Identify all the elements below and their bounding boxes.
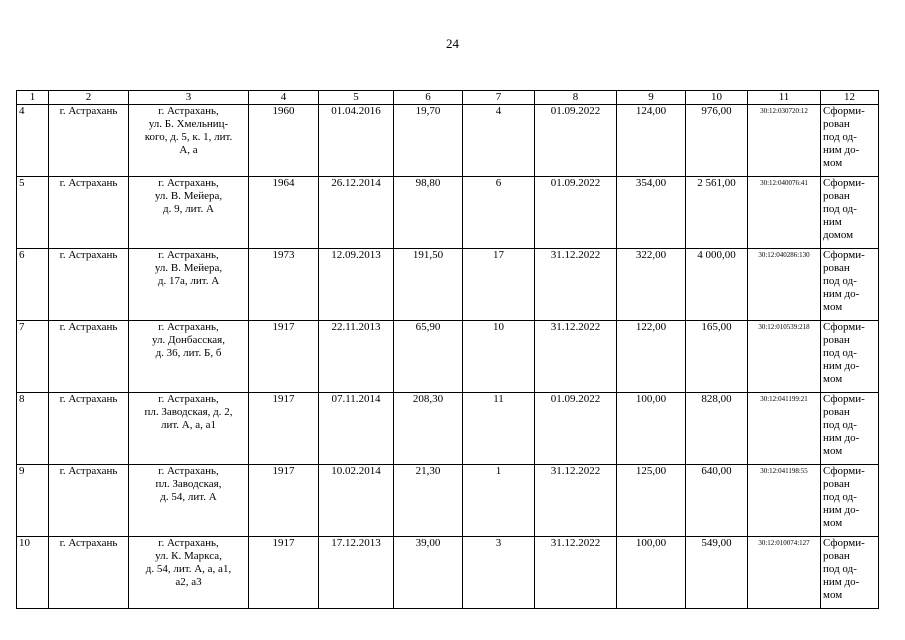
note-line: Сформи- bbox=[823, 249, 865, 261]
table-row bbox=[17, 393, 879, 465]
note-line: ним до- bbox=[823, 576, 860, 588]
note-cell bbox=[821, 465, 879, 537]
registration-date-cell: 22.11.2013 bbox=[319, 321, 394, 393]
column-header-8: 8 bbox=[535, 91, 617, 105]
count-cell: 17 bbox=[463, 249, 535, 321]
address-line: д. 9, лит. А bbox=[163, 203, 214, 215]
table-row bbox=[17, 465, 879, 537]
note-line: рован bbox=[823, 478, 850, 490]
housing-registry-table bbox=[16, 90, 879, 609]
note-line: мом bbox=[823, 301, 843, 313]
note-line: ним до- bbox=[823, 288, 860, 300]
address-cell bbox=[129, 249, 249, 321]
area-cell: 98,80 bbox=[394, 177, 463, 249]
year-cell: 1960 bbox=[249, 105, 319, 177]
note-line: мом bbox=[823, 373, 843, 385]
note-line: под од- bbox=[823, 347, 857, 359]
note-cell bbox=[821, 537, 879, 609]
row-number: 10 bbox=[17, 537, 49, 609]
city-cell: г. Астрахань bbox=[49, 537, 129, 609]
count-cell: 1 bbox=[463, 465, 535, 537]
deadline-date-cell: 01.09.2022 bbox=[535, 177, 617, 249]
note-line: Сформи- bbox=[823, 537, 865, 549]
cadastral-number-cell: 30:12:010539:218 bbox=[748, 321, 821, 393]
city-cell: г. Астрахань bbox=[49, 249, 129, 321]
address-cell bbox=[129, 177, 249, 249]
registration-date-cell: 07.11.2014 bbox=[319, 393, 394, 465]
note-line: рован bbox=[823, 262, 850, 274]
table-row bbox=[17, 537, 879, 609]
row-number: 8 bbox=[17, 393, 49, 465]
amount-cell: 4 000,00 bbox=[686, 249, 748, 321]
deadline-date-cell: 31.12.2022 bbox=[535, 321, 617, 393]
address-line: г. Астрахань, bbox=[158, 177, 219, 189]
column-header-2: 2 bbox=[49, 91, 129, 105]
city-cell: г. Астрахань bbox=[49, 465, 129, 537]
amount-cell: 2 561,00 bbox=[686, 177, 748, 249]
area-cell: 65,90 bbox=[394, 321, 463, 393]
note-line: Сформи- bbox=[823, 393, 865, 405]
area-cell: 191,50 bbox=[394, 249, 463, 321]
note-line: под од- bbox=[823, 275, 857, 287]
area-cell: 21,30 bbox=[394, 465, 463, 537]
address-cell bbox=[129, 393, 249, 465]
count-cell: 6 bbox=[463, 177, 535, 249]
city-cell: г. Астрахань bbox=[49, 177, 129, 249]
cadastral-number-cell: 30:12:010074:127 bbox=[748, 537, 821, 609]
column-header-11: 11 bbox=[748, 91, 821, 105]
year-cell: 1964 bbox=[249, 177, 319, 249]
registration-date-cell: 26.12.2014 bbox=[319, 177, 394, 249]
cadastral-number-cell: 30:12:041199:21 bbox=[748, 393, 821, 465]
address-line: г. Астрахань, bbox=[158, 249, 219, 261]
count-cell: 3 bbox=[463, 537, 535, 609]
table-row bbox=[17, 321, 879, 393]
cadastral-number-cell: 30:12:040076:41 bbox=[748, 177, 821, 249]
amount-cell: 828,00 bbox=[686, 393, 748, 465]
note-line: рован bbox=[823, 190, 850, 202]
city-cell: г. Астрахань bbox=[49, 105, 129, 177]
count-cell: 4 bbox=[463, 105, 535, 177]
value-cell: 122,00 bbox=[617, 321, 686, 393]
year-cell: 1917 bbox=[249, 537, 319, 609]
table-row bbox=[17, 177, 879, 249]
note-cell bbox=[821, 249, 879, 321]
deadline-date-cell: 01.09.2022 bbox=[535, 105, 617, 177]
value-cell: 124,00 bbox=[617, 105, 686, 177]
note-line: Сформи- bbox=[823, 465, 865, 477]
note-line: рован bbox=[823, 550, 850, 562]
address-line: д. 54, лит. А bbox=[160, 491, 217, 503]
address-cell bbox=[129, 537, 249, 609]
cadastral-number-cell: 30:12:030720:12 bbox=[748, 105, 821, 177]
year-cell: 1917 bbox=[249, 393, 319, 465]
note-line: под од- bbox=[823, 419, 857, 431]
note-line: Сформи- bbox=[823, 321, 865, 333]
note-cell bbox=[821, 177, 879, 249]
note-line: ним до- bbox=[823, 360, 860, 372]
registration-date-cell: 17.12.2013 bbox=[319, 537, 394, 609]
note-line: под од- bbox=[823, 491, 857, 503]
note-line: рован bbox=[823, 406, 850, 418]
column-header-6: 6 bbox=[394, 91, 463, 105]
address-line: ул. Б. Хмельниц- bbox=[148, 118, 229, 130]
address-line: а2, а3 bbox=[175, 576, 202, 588]
address-line: г. Астрахань, bbox=[158, 465, 219, 477]
address-line: г. Астрахань, bbox=[158, 537, 219, 549]
address-cell bbox=[129, 465, 249, 537]
note-line: мом bbox=[823, 445, 843, 457]
area-cell: 19,70 bbox=[394, 105, 463, 177]
address-line: ул. К. Маркса, bbox=[155, 550, 222, 562]
column-header-10: 10 bbox=[686, 91, 748, 105]
note-line: домом bbox=[823, 229, 854, 241]
row-number: 5 bbox=[17, 177, 49, 249]
count-cell: 10 bbox=[463, 321, 535, 393]
cadastral-number-cell: 30:12:040286:130 bbox=[748, 249, 821, 321]
amount-cell: 640,00 bbox=[686, 465, 748, 537]
city-cell: г. Астрахань bbox=[49, 393, 129, 465]
column-header-1: 1 bbox=[17, 91, 49, 105]
row-number: 7 bbox=[17, 321, 49, 393]
address-cell bbox=[129, 321, 249, 393]
address-line: ул. В. Мейера, bbox=[154, 190, 223, 202]
note-line: ним bbox=[823, 216, 842, 228]
year-cell: 1917 bbox=[249, 321, 319, 393]
note-line: мом bbox=[823, 517, 843, 529]
address-line: ул. В. Мейера, bbox=[154, 262, 223, 274]
column-number-row bbox=[17, 91, 879, 105]
cadastral-number-cell: 30:12:041198:55 bbox=[748, 465, 821, 537]
note-line: под од- bbox=[823, 131, 857, 143]
note-line: мом bbox=[823, 589, 843, 601]
note-line: ним до- bbox=[823, 144, 860, 156]
address-line: ул. Донбасская, bbox=[151, 334, 225, 346]
note-line: рован bbox=[823, 334, 850, 346]
address-line: лит. А, а, а1 bbox=[160, 419, 217, 431]
address-line: д. 54, лит. А, а, а1, bbox=[145, 563, 232, 575]
registration-date-cell: 01.04.2016 bbox=[319, 105, 394, 177]
note-line: рован bbox=[823, 118, 850, 130]
note-line: Сформи- bbox=[823, 177, 865, 189]
note-cell bbox=[821, 393, 879, 465]
city-cell: г. Астрахань bbox=[49, 321, 129, 393]
note-line: ним до- bbox=[823, 432, 860, 444]
value-cell: 354,00 bbox=[617, 177, 686, 249]
year-cell: 1917 bbox=[249, 465, 319, 537]
registration-date-cell: 12.09.2013 bbox=[319, 249, 394, 321]
value-cell: 100,00 bbox=[617, 393, 686, 465]
column-header-12: 12 bbox=[821, 91, 879, 105]
note-line: ним до- bbox=[823, 504, 860, 516]
column-header-7: 7 bbox=[463, 91, 535, 105]
amount-cell: 976,00 bbox=[686, 105, 748, 177]
year-cell: 1973 bbox=[249, 249, 319, 321]
note-cell bbox=[821, 105, 879, 177]
amount-cell: 165,00 bbox=[686, 321, 748, 393]
note-line: Сформи- bbox=[823, 105, 865, 117]
deadline-date-cell: 31.12.2022 bbox=[535, 465, 617, 537]
row-number: 6 bbox=[17, 249, 49, 321]
deadline-date-cell: 31.12.2022 bbox=[535, 249, 617, 321]
note-line: под од- bbox=[823, 203, 857, 215]
area-cell: 208,30 bbox=[394, 393, 463, 465]
address-line: пл. Заводская, bbox=[155, 478, 222, 490]
row-number: 4 bbox=[17, 105, 49, 177]
column-header-4: 4 bbox=[249, 91, 319, 105]
address-line: г. Астрахань, bbox=[158, 321, 219, 333]
address-line: г. Астрахань, bbox=[158, 393, 219, 405]
area-cell: 39,00 bbox=[394, 537, 463, 609]
deadline-date-cell: 31.12.2022 bbox=[535, 537, 617, 609]
row-number: 9 bbox=[17, 465, 49, 537]
column-header-5: 5 bbox=[319, 91, 394, 105]
note-cell bbox=[821, 321, 879, 393]
table-row bbox=[17, 249, 879, 321]
page-number: 24 bbox=[446, 36, 459, 51]
value-cell: 100,00 bbox=[617, 537, 686, 609]
table-row bbox=[17, 105, 879, 177]
registration-date-cell: 10.02.2014 bbox=[319, 465, 394, 537]
address-line: д. 36, лит. Б, б bbox=[155, 347, 222, 359]
count-cell: 11 bbox=[463, 393, 535, 465]
note-line: под од- bbox=[823, 563, 857, 575]
address-line: кого, д. 5, к. 1, лит. bbox=[144, 131, 233, 143]
address-line: г. Астрахань, bbox=[158, 105, 219, 117]
value-cell: 322,00 bbox=[617, 249, 686, 321]
deadline-date-cell: 01.09.2022 bbox=[535, 393, 617, 465]
column-header-3: 3 bbox=[129, 91, 249, 105]
address-cell bbox=[129, 105, 249, 177]
value-cell: 125,00 bbox=[617, 465, 686, 537]
address-line: пл. Заводская, д. 2, bbox=[144, 406, 233, 418]
column-header-9: 9 bbox=[617, 91, 686, 105]
note-line: мом bbox=[823, 157, 843, 169]
amount-cell: 549,00 bbox=[686, 537, 748, 609]
address-line: д. 17а, лит. А bbox=[157, 275, 220, 287]
address-line: А, а bbox=[179, 144, 198, 156]
